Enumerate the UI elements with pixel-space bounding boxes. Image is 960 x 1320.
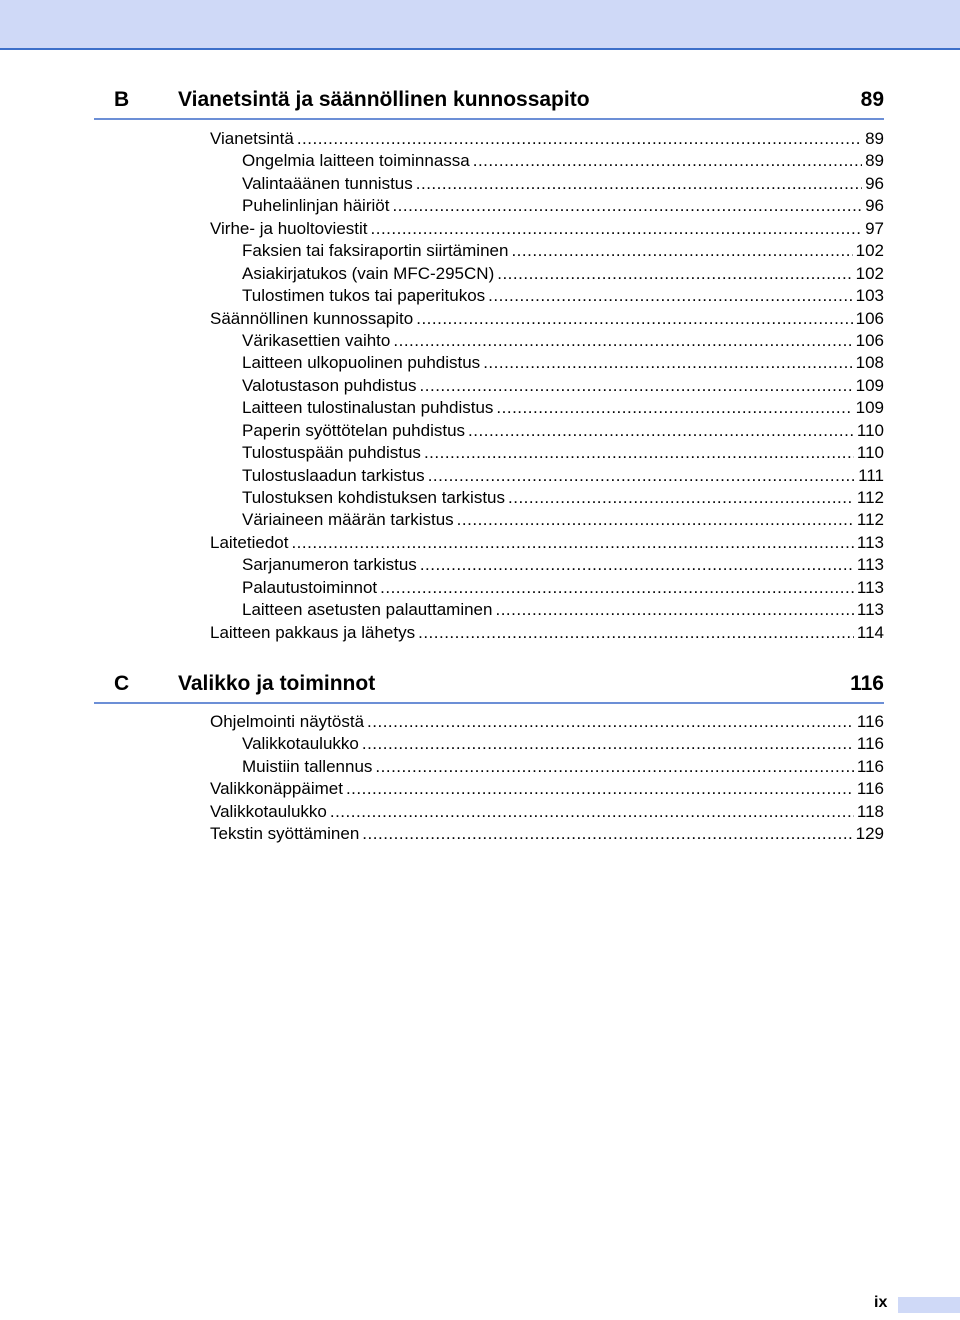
toc-entry-page: 103 (855, 286, 884, 306)
toc-entry-page: 113 (856, 532, 884, 552)
toc-entry-page: 129 (855, 824, 884, 844)
toc-entry-title: Puhelinlinjan häiriöt (242, 196, 390, 216)
toc-entry-page: 116 (856, 756, 884, 776)
toc-entry-page: 109 (855, 375, 884, 395)
toc-entry-title: Valintaäänen tunnistus (242, 173, 413, 193)
toc-entry-page: 108 (855, 353, 884, 373)
toc-entry-title: Värikasettien vaihto (242, 330, 391, 350)
toc-entry-title: Tekstin syöttäminen (210, 824, 360, 844)
dot-leader (424, 443, 854, 463)
toc-entry-title: Väriaineen määrän tarkistus (242, 510, 454, 530)
toc-entry-title: Paperin syöttötelan puhdistus (242, 420, 466, 440)
toc-entry-page: 96 (865, 173, 884, 193)
dot-leader (420, 376, 853, 396)
toc-entry-title: Valikkotaulukko (242, 734, 359, 754)
chapter-heading-b (94, 88, 884, 120)
toc-entry-page: 89 (865, 151, 884, 171)
toc-entry-title: Valikkonäppäimet (210, 779, 343, 799)
toc-entry-page: 110 (856, 420, 884, 440)
dot-leader (297, 129, 862, 149)
toc-entry-page: 89 (865, 129, 884, 148)
toc-entry[interactable] (210, 757, 884, 779)
dot-leader (420, 555, 854, 575)
toc-entry-page: 116 (856, 734, 884, 754)
toc-entry[interactable] (210, 824, 884, 846)
toc-entry-page: 114 (856, 622, 884, 642)
toc-entry-title: Laitteen pakkaus ja lähetys (210, 622, 416, 642)
chapter-page[interactable]: 89 (860, 88, 884, 111)
toc-entry-page: 113 (856, 555, 884, 575)
toc-entry-page: 109 (855, 398, 884, 418)
toc-entry-title: Laitteen tulostinalustan puhdistus (242, 398, 494, 418)
header-band (0, 0, 960, 50)
toc-entry-title: Faksien tai faksiraportin siirtäminen (242, 241, 509, 261)
toc-entry[interactable] (210, 331, 884, 353)
chapter-letter: C (114, 672, 130, 695)
toc-entry[interactable] (210, 802, 884, 824)
dot-leader (291, 533, 853, 553)
dot-leader (496, 398, 852, 418)
page-number: ix (874, 1294, 888, 1311)
toc-entry-title: Virhe- ja huoltoviestit (210, 218, 368, 238)
toc-entry-title: Laitetiedot (210, 532, 289, 552)
toc-entry[interactable] (210, 488, 884, 510)
toc-entry[interactable] (210, 286, 884, 308)
toc-entry-page: 97 (865, 218, 884, 238)
toc-entry-page: 106 (855, 330, 884, 350)
chapter-title[interactable]: Valikko ja toiminnot (178, 672, 376, 695)
toc-entry[interactable] (210, 510, 884, 532)
toc-entry-title: Säännöllinen kunnossapito (210, 308, 414, 328)
toc-entry-page: 113 (856, 600, 884, 620)
dot-leader (428, 466, 855, 486)
dot-leader (457, 510, 854, 530)
footer-band (898, 1297, 960, 1313)
toc-entry-page: 110 (856, 443, 884, 463)
toc-entry-page: 111 (858, 465, 884, 485)
toc-entry[interactable] (210, 466, 884, 488)
dot-leader (393, 331, 852, 351)
toc-entry-title: Tulostuslaadun tarkistus (242, 465, 425, 485)
dot-leader (371, 219, 863, 239)
toc-entry-page: 113 (856, 577, 884, 597)
toc-entry[interactable] (210, 779, 884, 801)
toc-list-c (210, 712, 884, 847)
toc-entry[interactable] (210, 398, 884, 420)
toc-entry-page: 112 (856, 488, 884, 507)
dot-leader (416, 309, 852, 329)
toc-entry-page: 106 (855, 308, 884, 328)
toc-entry[interactable] (210, 712, 884, 734)
toc-entry-title: Vianetsintä (210, 129, 294, 148)
toc-entry[interactable] (210, 623, 884, 645)
toc-entry-title: Muistiin tallennus (242, 756, 373, 776)
dot-leader (416, 174, 862, 194)
toc-entry[interactable] (210, 443, 884, 465)
dot-leader (346, 779, 854, 799)
toc-entry-title: Tulostimen tukos tai paperitukos (242, 286, 486, 306)
toc-entry-page: 102 (855, 263, 884, 283)
toc-entry[interactable] (210, 241, 884, 263)
chapter-page[interactable]: 116 (850, 672, 884, 695)
toc-entry-page: 96 (865, 196, 884, 216)
toc-entry[interactable] (210, 219, 884, 241)
dot-leader (367, 712, 854, 732)
chapter-title[interactable]: Vianetsintä ja säännöllinen kunnossapito (178, 88, 590, 111)
toc-entry-title: Asiakirjatukos (vain MFC-295CN) (242, 263, 495, 283)
dot-leader (468, 421, 854, 441)
toc-entry[interactable] (210, 734, 884, 756)
toc-entry[interactable] (210, 151, 884, 173)
toc-entry-title: Palautustoiminnot (242, 577, 378, 597)
toc-entry[interactable] (210, 309, 884, 331)
toc-entry-page: 112 (856, 510, 884, 530)
toc-entry[interactable] (210, 129, 884, 151)
toc-entry[interactable] (210, 376, 884, 398)
toc-entry[interactable] (210, 353, 884, 375)
toc-list-b (210, 129, 884, 645)
dot-leader (380, 578, 854, 598)
toc-entry-title: Sarjanumeron tarkistus (242, 555, 417, 575)
toc-entry-page: 102 (855, 241, 884, 261)
toc-entry-title: Tulostuksen kohdistuksen tarkistus (242, 488, 505, 507)
dot-leader (362, 734, 854, 754)
toc-entry[interactable] (210, 421, 884, 443)
toc-entry[interactable] (210, 578, 884, 600)
dot-leader (362, 824, 852, 844)
toc-entry[interactable] (210, 533, 884, 555)
toc-entry-page: 116 (856, 712, 884, 731)
toc-entry[interactable] (210, 600, 884, 622)
dot-leader (330, 802, 854, 822)
toc-entry[interactable] (210, 264, 884, 286)
dot-leader (497, 264, 852, 284)
chapter-heading-c (94, 672, 884, 704)
toc-entry-page: 118 (856, 801, 884, 821)
dot-leader (495, 600, 853, 620)
dot-leader (488, 286, 852, 306)
toc-entry[interactable] (210, 174, 884, 196)
toc-entry-title: Ongelmia laitteen toiminnassa (242, 151, 470, 171)
toc-entry-title: Valikkotaulukko (210, 801, 327, 821)
dot-leader (483, 353, 852, 373)
dot-leader (511, 241, 852, 261)
toc-entry-title: Tulostuspään puhdistus (242, 443, 421, 463)
dot-leader (375, 757, 853, 777)
dot-leader (508, 488, 854, 508)
toc-entry-title: Laitteen ulkopuolinen puhdistus (242, 353, 481, 373)
toc-entry[interactable] (210, 555, 884, 577)
toc-entry-title: Ohjelmointi näytöstä (210, 712, 365, 731)
toc-entry-title: Valotustason puhdistus (242, 375, 417, 395)
dot-leader (392, 196, 862, 216)
toc-entry-title: Laitteen asetusten palauttaminen (242, 600, 493, 620)
toc-entry-page: 116 (856, 779, 884, 799)
dot-leader (473, 151, 862, 171)
dot-leader (418, 623, 854, 643)
toc-entry[interactable] (210, 196, 884, 218)
chapter-letter: B (114, 88, 130, 111)
